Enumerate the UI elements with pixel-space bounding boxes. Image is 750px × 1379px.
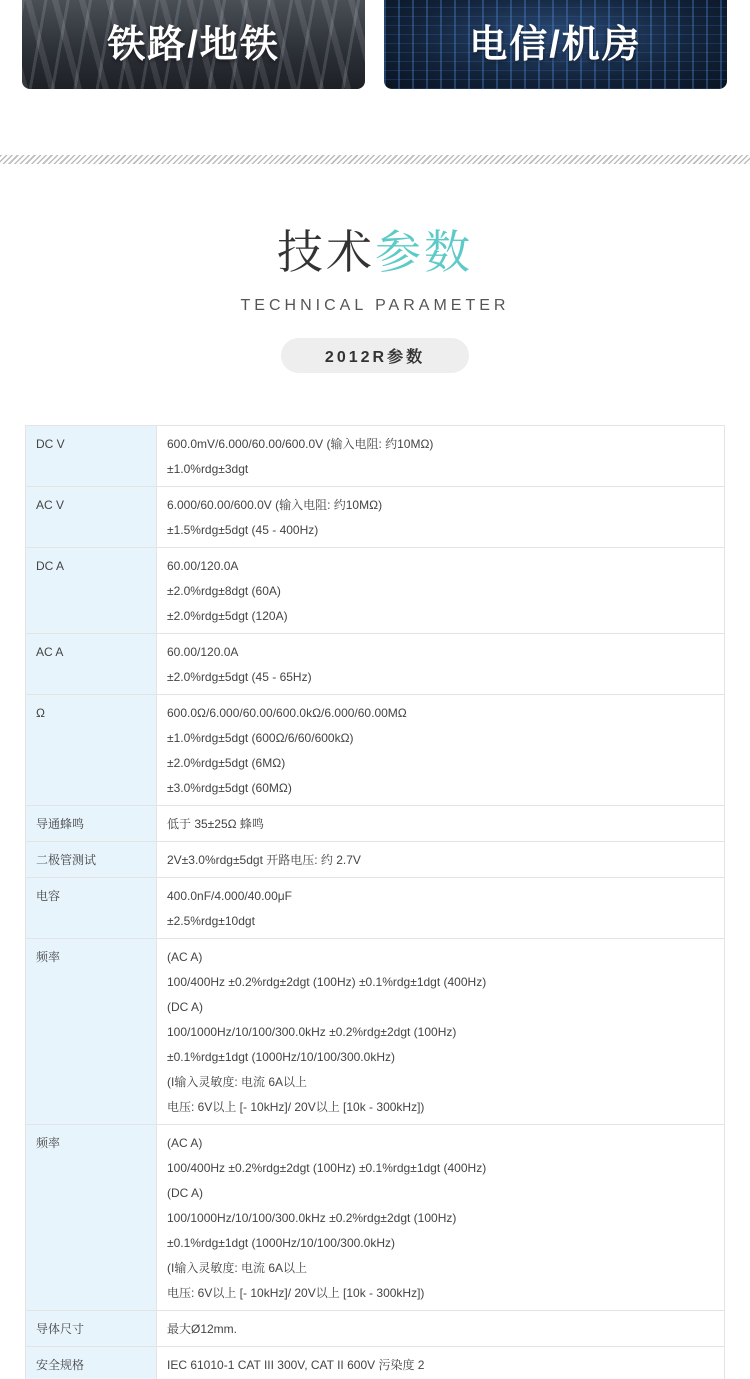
- spec-value-line: (AC A): [167, 1136, 203, 1150]
- hatched-divider: [0, 155, 750, 164]
- spec-row: [26, 634, 725, 695]
- spec-value-line: 100/400Hz ±0.2%rdg±2dgt (100Hz) ±0.1%rdg±1dgt (400Hz): [167, 1161, 487, 1175]
- spec-label: 电容: [26, 878, 157, 939]
- spec-value-line: 60.00/120.0A: [167, 559, 239, 573]
- spec-value-line: ±1.5%rdg±5dgt (45 - 400Hz): [167, 523, 319, 537]
- spec-label: 频率: [26, 939, 157, 1125]
- banner-railway[interactable]: [22, 0, 365, 89]
- spec-label: 导体尺寸: [26, 1311, 157, 1347]
- spec-row: [26, 1125, 725, 1311]
- spec-row: [26, 695, 725, 806]
- spec-label: 导通蜂鸣: [26, 806, 157, 842]
- spec-row: [26, 939, 725, 1125]
- spec-value-line: ±1.0%rdg±3dgt: [167, 462, 249, 476]
- spec-value-line: ±3.0%rdg±5dgt (60MΩ): [167, 781, 292, 795]
- spec-value-line: 2V±3.0%rdg±5dgt 开路电压: 约 2.7V: [167, 853, 361, 867]
- section-title: [0, 222, 750, 282]
- spec-value-line: 600.0Ω/6.000/60.00/600.0kΩ/6.000/60.00MΩ: [167, 706, 407, 720]
- spec-value-line: 低于 35±25Ω 蜂鸣: [167, 817, 264, 831]
- spec-value-line: 100/1000Hz/10/100/300.0kHz ±0.2%rdg±2dgt (100Hz): [167, 1211, 457, 1225]
- spec-row: [26, 1311, 725, 1347]
- spec-value: [157, 878, 725, 939]
- spec-value: [157, 634, 725, 695]
- spec-value-line: ±0.1%rdg±1dgt (1000Hz/10/100/300.0kHz): [167, 1236, 395, 1250]
- section-title-accent: 参数: [375, 226, 473, 278]
- model-pill: 2012R参数: [281, 338, 469, 373]
- spec-value-line: ±2.0%rdg±8dgt (60A): [167, 584, 281, 598]
- spec-label: AC A: [26, 634, 157, 695]
- spec-value-line: 100/1000Hz/10/100/300.0kHz ±0.2%rdg±2dgt (100Hz): [167, 1025, 457, 1039]
- spec-value-line: 400.0nF/4.000/40.00μF: [167, 889, 293, 903]
- spec-label: 安全规格: [26, 1347, 157, 1379]
- spec-value: [157, 426, 725, 487]
- spec-value: [157, 695, 725, 806]
- spec-value: [157, 548, 725, 634]
- banner-telecom-title: 电信/机房: [469, 24, 642, 66]
- spec-label: DC V: [26, 426, 157, 487]
- banner-railway-title: 铁路/地铁: [107, 24, 280, 66]
- spec-row: [26, 487, 725, 548]
- spec-value-line: ±2.0%rdg±5dgt (45 - 65Hz): [167, 670, 312, 684]
- spec-value-line: (I输入灵敏度: 电流 6A以上: [167, 1261, 308, 1275]
- spec-value-line: (I输入灵敏度: 电流 6A以上: [167, 1075, 308, 1089]
- spec-value-line: 60.00/120.0A: [167, 645, 239, 659]
- spec-value-line: 电压: 6V以上 [- 10kHz]/ 20V以上 [10k - 300kHz]): [167, 1286, 425, 1300]
- spec-value-line: 6.000/60.00/600.0V (输入电阻: 约10MΩ): [167, 498, 383, 512]
- spec-label: 二极管测试: [26, 842, 157, 878]
- spec-value: [157, 1311, 725, 1347]
- spec-label: 频率: [26, 1125, 157, 1311]
- spec-row: [26, 1347, 725, 1379]
- spec-row: [26, 426, 725, 487]
- banner-telecom[interactable]: [384, 0, 727, 89]
- spec-row: [26, 878, 725, 939]
- spec-value: [157, 1347, 725, 1379]
- spec-value: [157, 1125, 725, 1311]
- spec-row: [26, 548, 725, 634]
- spec-value-line: (AC A): [167, 950, 203, 964]
- spec-value-line: ±2.0%rdg±5dgt (120A): [167, 609, 288, 623]
- spec-value-line: ±2.5%rdg±10dgt: [167, 914, 255, 928]
- spec-value: [157, 806, 725, 842]
- spec-value: [157, 487, 725, 548]
- spec-value-line: ±2.0%rdg±5dgt (6MΩ): [167, 756, 286, 770]
- spec-value-line: 600.0mV/6.000/60.00/600.0V (输入电阻: 约10MΩ): [167, 437, 434, 451]
- section-subtitle: TECHNICAL PARAMETER: [240, 297, 510, 314]
- spec-value: [157, 939, 725, 1125]
- spec-value-line: 电压: 6V以上 [- 10kHz]/ 20V以上 [10k - 300kHz]): [167, 1100, 425, 1114]
- spec-value-line: 最大Ø12mm.: [167, 1322, 238, 1336]
- spec-value-line: IEC 61010-1 CAT III 300V, CAT II 600V 污染度 2: [167, 1358, 425, 1372]
- spec-label: Ω: [26, 695, 157, 806]
- spec-value-line: ±0.1%rdg±1dgt (1000Hz/10/100/300.0kHz): [167, 1050, 395, 1064]
- spec-row: [26, 842, 725, 878]
- spec-table: [25, 425, 725, 1379]
- spec-value: [157, 842, 725, 878]
- spec-value-line: (DC A): [167, 1000, 203, 1014]
- spec-row: [26, 806, 725, 842]
- application-banners: [0, 0, 750, 90]
- spec-value-line: 100/400Hz ±0.2%rdg±2dgt (100Hz) ±0.1%rdg±1dgt (400Hz): [167, 975, 487, 989]
- spec-table-body: [26, 426, 725, 1379]
- spec-value-line: ±1.0%rdg±5dgt (600Ω/6/60/600kΩ): [167, 731, 354, 745]
- spec-label: AC V: [26, 487, 157, 548]
- spec-label: DC A: [26, 548, 157, 634]
- section-title-main: 技术: [277, 226, 375, 278]
- spec-value-line: (DC A): [167, 1186, 203, 1200]
